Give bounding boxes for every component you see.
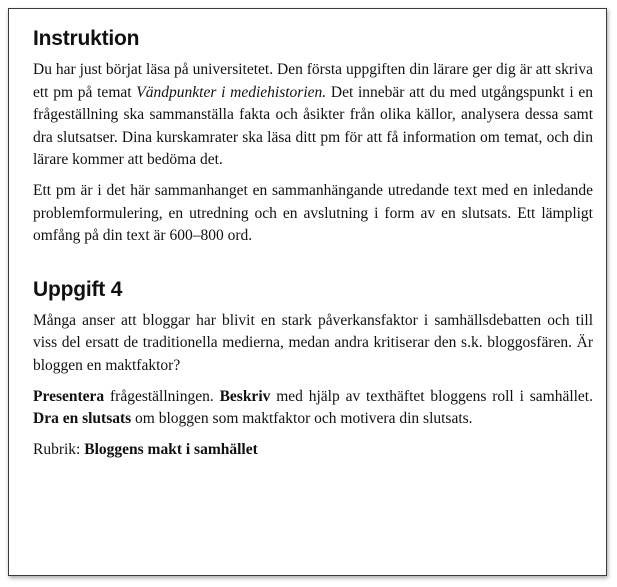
instruktion-paragraph-2: Ett pm är i det här sammanhanget en sammanhängande utredande text med en inledande problemformulering, en utredning och en avslutning i form av en slutsats. Ett lämpligt omfång på din text är 600–800 ord.	[33, 181, 593, 245]
rubrik-line	[33, 439, 593, 462]
rubrik-label: Rubrik:	[33, 440, 85, 458]
uppgift-p2-text-3: om bloggen som maktfaktor och motivera din slutsats.	[131, 410, 473, 428]
rubrik-title: Bloggens makt i samhället	[84, 440, 258, 458]
document-content	[33, 27, 593, 469]
uppgift-p2-text-2: med hjälp av texthäftet bloggens roll i samhället.	[270, 387, 593, 405]
instruktion-p1-start: Du har just börjat läsa på universitetet. Den första uppgiften din lärare ger dig är att skriva ett pm på temat	[33, 61, 593, 101]
uppgift-paragraph-2	[33, 386, 593, 431]
uppgift-paragraph-1: Många anser att bloggar har blivit en stark påverkansfaktor i samhällsdebatten och till viss del ersatt de traditionella medierna, medan andra kritiserar den s.k. bloggosfären. Är bloggen en maktfaktor?	[33, 311, 593, 374]
topic-title: Vändpunkter i mediehistorien.	[136, 83, 327, 101]
keyword-beskriv: Beskriv	[219, 387, 271, 405]
instruktion-paragraph-1	[33, 59, 593, 172]
uppgift-section	[33, 278, 593, 462]
instruction-frame	[8, 8, 607, 576]
instruktion-heading: Instruktion	[33, 27, 140, 50]
keyword-dra-en-slutsats: Dra en slutsats	[33, 410, 132, 428]
instruktion-p1-end: Det innebär att du med utgångspunkt i en frågeställning ska sammanställa fakta och åsikter från olika källor, analysera dessa samt dra slutsatser. Dina kurskamrater ska läsa ditt pm för att få information om temat, och din lärare kommer att bedöma det.	[33, 83, 594, 169]
uppgift-p2-text-1: frågeställningen.	[104, 387, 220, 405]
keyword-presentera: Presentera	[33, 387, 105, 405]
uppgift-heading: Uppgift 4	[33, 277, 123, 301]
